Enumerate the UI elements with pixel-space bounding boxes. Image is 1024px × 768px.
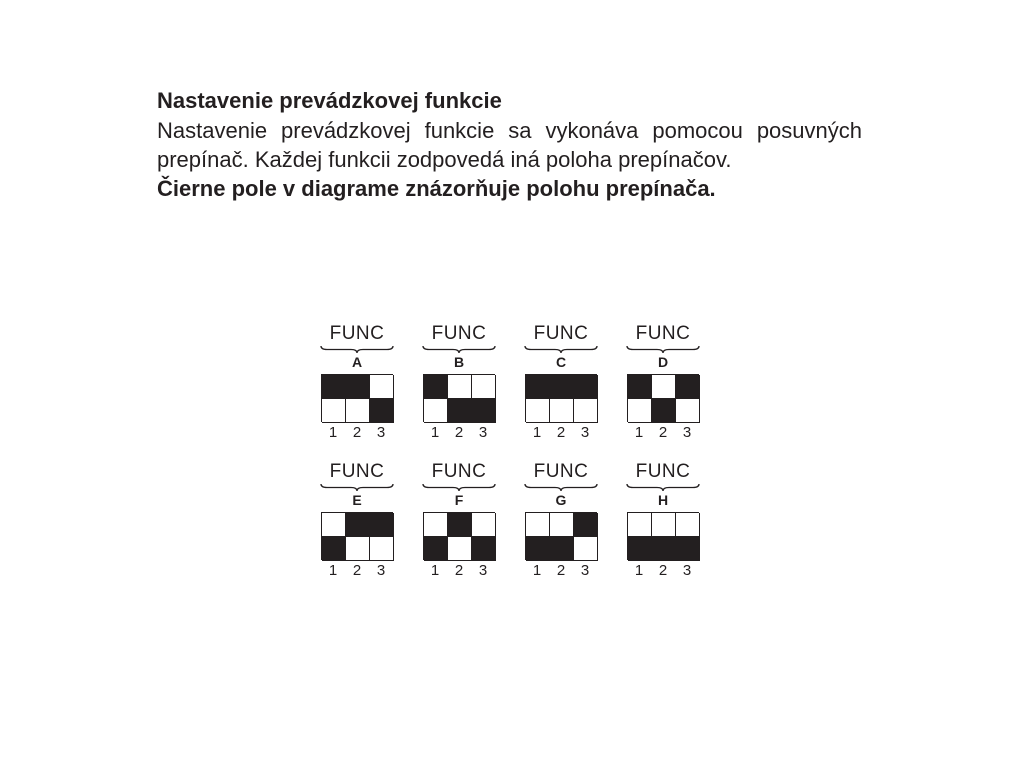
switch-number: 1: [328, 424, 338, 441]
switch-numbers: [525, 561, 597, 581]
switch-2-bottom-filled: [550, 537, 574, 561]
function-letter: A: [351, 354, 363, 370]
switch-3-bottom-filled: [370, 399, 394, 423]
switch-number: 3: [580, 424, 590, 441]
switch-1-top-filled: [526, 375, 550, 399]
switch-number: 1: [430, 562, 440, 579]
switch-positions: [423, 512, 495, 560]
switch-positions: [321, 512, 393, 560]
function-letter: B: [453, 354, 465, 370]
curly-brace-icon: [625, 345, 701, 354]
switch-1-bottom-filled: [424, 537, 448, 561]
function-letter: F: [454, 492, 464, 508]
func-label: FUNC: [431, 461, 487, 482]
switch-positions: [525, 512, 597, 560]
switch-1-top-empty: [628, 513, 652, 537]
switch-number: 3: [478, 562, 488, 579]
switch-number: 3: [376, 424, 386, 441]
legend-note: Čierne pole v diagrame znázorňuje polohu prepínača.: [157, 176, 716, 201]
description-paragraph: Nastavenie prevádzkovej funkcie sa vykonáva pomocou posuvných prepínač. Každej funkcii zodpovedá iná poloha prepínačov.: [157, 118, 862, 172]
switch-number: 2: [454, 424, 464, 441]
switch-number: 1: [328, 562, 338, 579]
switch-number: 1: [634, 424, 644, 441]
switch-number: 3: [682, 424, 692, 441]
switch-1-top-filled: [322, 375, 346, 399]
function-letter: C: [555, 354, 567, 370]
switch-2-top-empty: [448, 375, 472, 399]
switch-2-bottom-empty: [550, 399, 574, 423]
switch-3-bottom-empty: [370, 537, 394, 561]
switch-3-top-filled: [370, 513, 394, 537]
switch-numbers: [321, 561, 393, 581]
switch-number: 1: [430, 424, 440, 441]
curly-brace-icon: [421, 345, 497, 354]
switch-1-top-empty: [526, 513, 550, 537]
switch-1-top-filled: [424, 375, 448, 399]
instructions-block: [157, 86, 862, 204]
switch-number: 2: [352, 424, 362, 441]
switch-number: 2: [352, 562, 362, 579]
switch-1-top-empty: [322, 513, 346, 537]
switch-number: 3: [682, 562, 692, 579]
switch-number: 3: [478, 424, 488, 441]
curly-brace-icon: [319, 483, 395, 492]
switch-2-bottom-empty: [346, 537, 370, 561]
switch-positions: [627, 512, 699, 560]
switch-number: 2: [556, 562, 566, 579]
switch-numbers: [321, 423, 393, 443]
switch-2-top-filled: [346, 375, 370, 399]
switch-1-top-empty: [424, 513, 448, 537]
curly-brace-icon: [421, 483, 497, 492]
switch-1-top-filled: [628, 375, 652, 399]
switch-3-top-filled: [574, 513, 598, 537]
switch-2-top-filled: [346, 513, 370, 537]
switch-2-bottom-empty: [346, 399, 370, 423]
func-label: FUNC: [533, 461, 589, 482]
switch-3-bottom-filled: [472, 537, 496, 561]
switch-3-bottom-empty: [676, 399, 700, 423]
switch-numbers: [525, 423, 597, 443]
function-diagram-f: [421, 461, 497, 581]
switch-2-top-empty: [652, 375, 676, 399]
switch-1-bottom-filled: [322, 537, 346, 561]
switch-number: 1: [634, 562, 644, 579]
switch-1-bottom-empty: [526, 399, 550, 423]
switch-3-top-empty: [370, 375, 394, 399]
switch-2-top-empty: [550, 513, 574, 537]
switch-number: 2: [658, 562, 668, 579]
switch-number: 2: [658, 424, 668, 441]
func-label: FUNC: [635, 461, 691, 482]
switch-numbers: [627, 423, 699, 443]
switch-3-top-empty: [472, 513, 496, 537]
switch-numbers: [423, 561, 495, 581]
function-diagram-e: [319, 461, 395, 581]
switch-3-top-filled: [574, 375, 598, 399]
switch-number: 2: [454, 562, 464, 579]
switch-2-bottom-filled: [652, 537, 676, 561]
switch-3-top-empty: [472, 375, 496, 399]
function-diagram-grid: [319, 323, 701, 581]
switch-2-bottom-filled: [448, 399, 472, 423]
switch-3-bottom-filled: [472, 399, 496, 423]
switch-1-bottom-filled: [628, 537, 652, 561]
switch-3-bottom-empty: [574, 399, 598, 423]
func-label: FUNC: [635, 323, 691, 344]
switch-number: 3: [376, 562, 386, 579]
curly-brace-icon: [523, 345, 599, 354]
section-heading: Nastavenie prevádzkovej funkcie: [157, 88, 502, 113]
function-diagram-a: [319, 323, 395, 443]
switch-positions: [321, 374, 393, 422]
switch-number: 3: [580, 562, 590, 579]
switch-1-bottom-empty: [424, 399, 448, 423]
switch-2-top-filled: [448, 513, 472, 537]
curly-brace-icon: [319, 345, 395, 354]
switch-positions: [627, 374, 699, 422]
func-label: FUNC: [533, 323, 589, 344]
switch-3-top-empty: [676, 513, 700, 537]
func-label: FUNC: [431, 323, 487, 344]
function-letter: D: [657, 354, 669, 370]
curly-brace-icon: [625, 483, 701, 492]
switch-positions: [525, 374, 597, 422]
switch-positions: [423, 374, 495, 422]
function-diagram-h: [625, 461, 701, 581]
switch-numbers: [423, 423, 495, 443]
switch-1-bottom-empty: [628, 399, 652, 423]
switch-number: 1: [532, 424, 542, 441]
function-letter: E: [352, 492, 362, 508]
switch-3-bottom-filled: [676, 537, 700, 561]
switch-1-bottom-filled: [526, 537, 550, 561]
function-letter: H: [657, 492, 669, 508]
switch-2-top-empty: [652, 513, 676, 537]
switch-numbers: [627, 561, 699, 581]
function-diagram-d: [625, 323, 701, 443]
func-label: FUNC: [329, 461, 385, 482]
function-letter: G: [555, 492, 567, 508]
function-diagram-g: [523, 461, 599, 581]
function-diagram-c: [523, 323, 599, 443]
switch-number: 2: [556, 424, 566, 441]
function-diagram-b: [421, 323, 497, 443]
switch-3-top-filled: [676, 375, 700, 399]
func-label: FUNC: [329, 323, 385, 344]
switch-1-bottom-empty: [322, 399, 346, 423]
curly-brace-icon: [523, 483, 599, 492]
switch-2-top-filled: [550, 375, 574, 399]
switch-2-bottom-empty: [448, 537, 472, 561]
switch-3-bottom-empty: [574, 537, 598, 561]
switch-2-bottom-filled: [652, 399, 676, 423]
switch-number: 1: [532, 562, 542, 579]
